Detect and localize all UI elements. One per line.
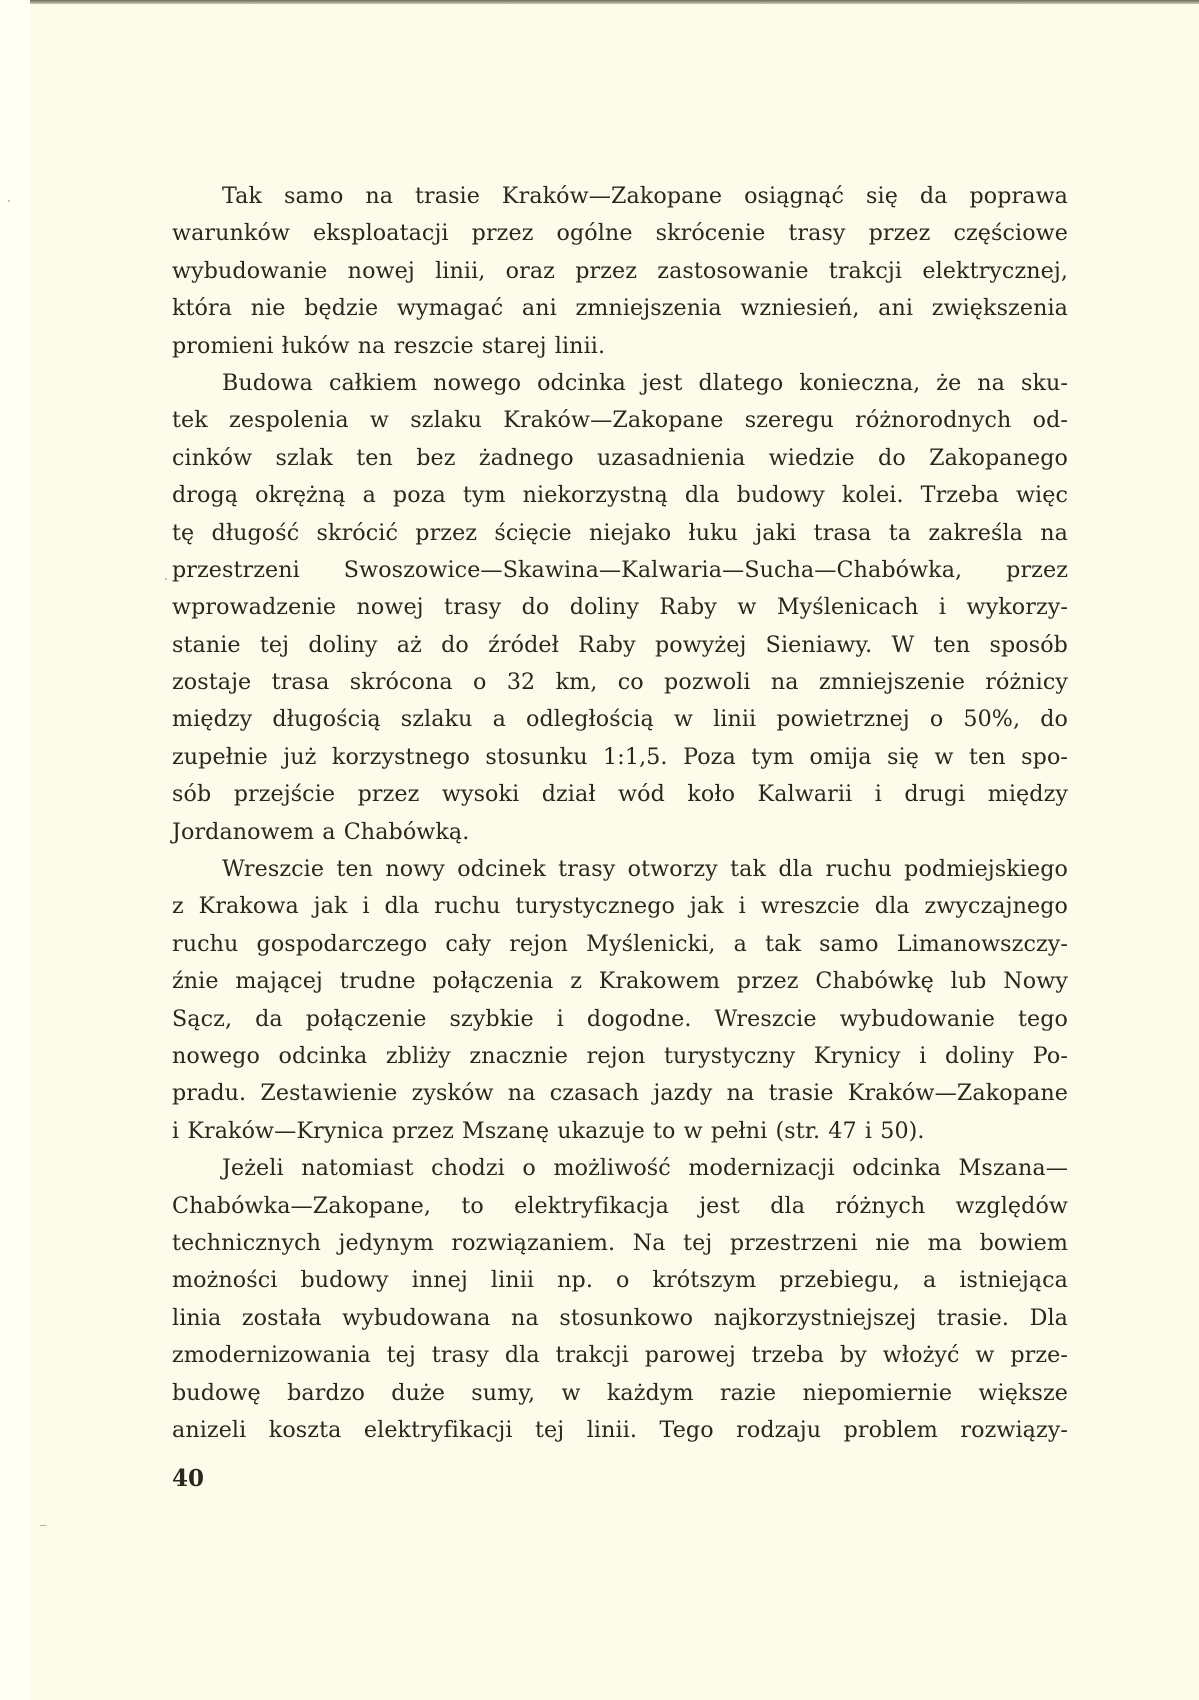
text-line: zostaje trasa skrócona o 32 km, co pozwoli na zmniejszenie różnicy: [172, 669, 1068, 696]
text-line: warunków eksploatacji przez ogólne skrócenie trasy przez częściowe: [172, 220, 1068, 247]
text-line: wybudowanie nowej linii, oraz przez zastosowanie trakcji elektrycznej,: [172, 257, 1068, 284]
text-line: i Kraków—Krynica przez Mszanę ukazuje to w pełni (str. 47 i 50).: [172, 1117, 925, 1144]
page-body: [172, 178, 1068, 1449]
scan-speck: [8, 200, 10, 202]
text-line: zupełnie już korzystnego stosunku 1:1,5. Poza tym omija się w ten spo-: [172, 743, 1068, 770]
text-line: Jeżeli natomiast chodzi o możliwość modernizacji odcinka Mszana—: [222, 1155, 1068, 1182]
text-line: cinków szlak ten bez żadnego uzasadnienia wiedzie do Zakopanego: [172, 444, 1068, 471]
text-line: Jordanowem a Chabówką.: [172, 818, 470, 845]
text-line: Tak samo na trasie Kraków—Zakopane osiągnąć się da poprawa: [222, 183, 1068, 209]
text-line: Wreszcie ten nowy odcinek trasy otworzy tak dla ruchu podmiejskiego: [222, 856, 1068, 883]
text-line: promieni łuków na reszcie starej linii.: [172, 332, 606, 359]
scan-left-margin: [0, 0, 30, 1700]
page-number: 40: [172, 1465, 205, 1492]
text-line: która nie będzie wymagać ani zmniejszenia wzniesień, ani zwiększenia: [172, 295, 1068, 322]
paragraph-3: [172, 851, 1068, 1150]
scan-top-edge: [0, 0, 1199, 4]
text-line: technicznych jedynym rozwiązaniem. Na tej przestrzeni nie ma bowiem: [172, 1229, 1068, 1256]
text-line: linia została wybudowana na stosunkowo najkorzystniejszej trasie. Dla: [172, 1304, 1068, 1331]
text-line: sób przejście przez wysoki dział wód koło Kalwarii i drugi między: [172, 781, 1068, 808]
scan-speck: [165, 578, 167, 580]
text-line: stanie tej doliny aż do źródeł Raby powyżej Sieniawy. W ten sposób: [172, 631, 1068, 658]
text-line: zmodernizowania tej trasy dla trakcji parowej trzeba by włożyć w prze-: [172, 1342, 1068, 1369]
text-line: źnie mającej trudne połączenia z Krakowem przez Chabówkę lub Nowy: [172, 968, 1068, 995]
text-line: drogą okrężną a poza tym niekorzystną dla budowy kolei. Trzeba więc: [172, 482, 1068, 509]
text-line: przestrzeni Swoszowice—Skawina—Kalwaria—Sucha—Chabówka, przez: [172, 556, 1068, 583]
text-line: tek zespolenia w szlaku Kraków—Zakopane szeregu różnorodnych od-: [172, 407, 1068, 434]
text-line: pradu. Zestawienie zysków na czasach jazdy na trasie Kraków—Zakopane: [172, 1080, 1068, 1107]
paragraph-4: [172, 1150, 1068, 1449]
text-line: Chabówka—Zakopane, to elektryfikacja jest dla różnych względów: [172, 1192, 1068, 1219]
text-line: możności budowy innej linii np. o krótszym przebiegu, a istniejąca: [172, 1267, 1068, 1294]
text-line: nowego odcinka zbliży znacznie rejon turystyczny Krynicy i doliny Po-: [172, 1042, 1068, 1069]
text-line: ruchu gospodarczego cały rejon Myślenicki, a tak samo Limanowszczy-: [172, 930, 1068, 957]
text-line: budowę bardzo duże sumy, w każdym razie niepomiernie większe: [172, 1379, 1068, 1406]
scan-speck: [40, 1525, 46, 1526]
text-line: anizeli koszta elektryfikacji tej linii. Tego rodzaju problem rozwiązy-: [172, 1416, 1068, 1443]
paragraph-2: [172, 365, 1068, 851]
text-line: Sącz, da połączenie szybkie i dogodne. Wreszcie wybudowanie tego: [172, 1005, 1068, 1032]
text-line: Budowa całkiem nowego odcinka jest dlatego konieczna, że na sku-: [222, 369, 1068, 396]
text-line: między długością szlaku a odległością w linii powietrznej o 50%, do: [172, 706, 1068, 733]
text-line: wprowadzenie nowej trasy do doliny Raby w Myślenicach i wykorzy-: [172, 594, 1068, 621]
text-line: z Krakowa jak i dla ruchu turystycznego jak i wreszcie dla zwyczajnego: [172, 893, 1068, 920]
paragraph-1: [172, 178, 1068, 365]
text-line: tę długość skrócić przez ścięcie niejako łuku jaki trasa ta zakreśla na: [172, 519, 1068, 546]
